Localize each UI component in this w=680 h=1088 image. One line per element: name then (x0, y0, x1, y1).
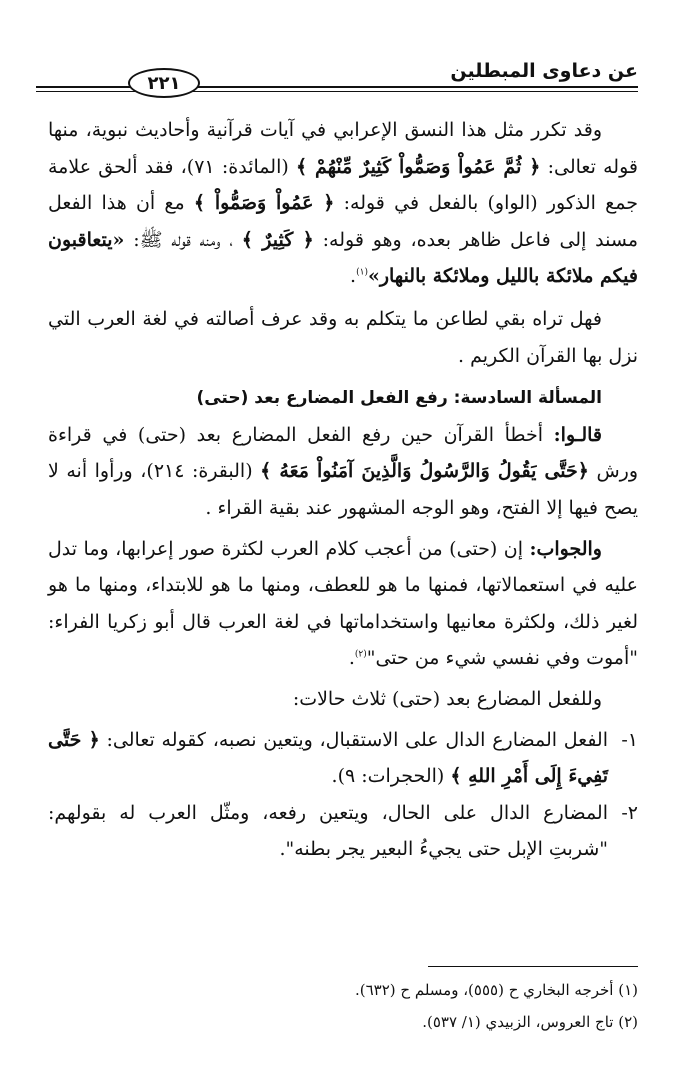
paragraph-2: فهل تراه بقي لطاعن ما يتكلم به وقد عرف أصالته في لغة العرب التي نزل بها القرآن الكريم . (48, 307, 638, 367)
text-run: (المائدة: ٧١)، فقد ألحق علامة جمع الذكور (الواو) بالفعل في قوله: (48, 155, 639, 215)
header-rule (36, 86, 638, 88)
quote: "شربتِ الإبل حتى يجيءُ البعير يجر بطنه" (285, 838, 608, 861)
running-header-title: عن دعاوى المبطلين (450, 60, 638, 82)
lead-label: والجواب: (529, 537, 602, 560)
list-number: ١- (621, 728, 638, 751)
text-run: (البقرة: ٢١٤)، ورأوا أنه لا يصح فيها إلا الفتح، وهو الوجه المشهور عند بقية القراء . (48, 460, 638, 519)
text-run: وقد تكرر مثل هذا النسق الإعرابي في آيات قرآنية وأحاديث نبوية، منها قوله تعالى: (48, 119, 638, 178)
text-run: . (350, 265, 357, 288)
text-run: إن (حتى) من أعجب كلام العرب لكثرة صور إعرابها، وما تدل عليه في استعمالاتها، فمنها ما هو للعطف، ومنها ما هو للابتداء، ومنها ما هو لغير ذلك، ولكثرة معانيها واستخداماتها في لغة العرب قال أبو زكريا الفراء: (48, 537, 638, 633)
text-run: . (279, 838, 286, 861)
quran-verse: ﴿ عَمُواْ وَصَمُّواْ ﴾ (193, 192, 335, 215)
list-number: ٢- (621, 801, 638, 824)
section-heading: المسألة السادسة: رفع الفعل المضارع بعد (حتى) (196, 388, 602, 409)
footnote-separator (428, 966, 638, 967)
list-item (48, 722, 638, 795)
footnote-ref[interactable]: (١) (356, 268, 368, 279)
quote: "أموت وفي نفسي شيء من حتى" (366, 647, 638, 670)
quran-verse: ﴿ كَثِيرٌ ﴾ (241, 228, 314, 251)
text-run: الفعل المضارع الدال على الاستقبال، ويتعين نصبه، كقوله تعالى: (99, 728, 608, 751)
header-rule-thin (36, 91, 638, 92)
text-run: المضارع الدال على الحال، ويتعين رفعه، ومثّل العرب له بقولهم: (48, 801, 608, 824)
text-run: (الحجرات: ٩). (331, 765, 451, 788)
list-item-text (48, 722, 608, 795)
list-item (48, 795, 638, 868)
paragraph-4 (48, 531, 638, 677)
paragraph-3 (48, 417, 638, 527)
footnotes (48, 974, 638, 1038)
text-run: ، ومنه قوله ﷺ: (124, 228, 242, 251)
paragraph-5: وللفعل المضارع بعد (حتى) ثلاث حالات: (292, 687, 602, 710)
text-run: أخطأ القرآن حين رفع الفعل المضارع بعد (حتى) في قراءة ورش (48, 423, 638, 483)
list-item-text (48, 795, 608, 868)
body-text (48, 112, 638, 868)
footnote-1: (١) أخرجه البخاري ح (٥٥٥)، ومسلم ح (٦٣٢). (354, 981, 638, 999)
quran-verse: ﴿ ثُمَّ عَمُواْ وَصَمُّواْ كَثِيرٌ مِّنْهُمْ ﴾ (296, 155, 541, 178)
quran-verse: ﴿حَتَّى يَقُولُ وَالرَّسُولُ وَالَّذِينَ آمَنُواْ مَعَهُ ﴾ (260, 460, 589, 483)
hadith-quote: «يتعاقبون فيكم ملائكة بالليل وملائكة بالنهار» (48, 228, 638, 288)
page-number-badge: ٢٢١ (128, 68, 200, 98)
text-run: . (348, 647, 355, 670)
quran-verse: ﴿ حَتَّى تَفِيءَ إِلَى أَمْرِ اللهِ ﴾ (48, 728, 608, 788)
paragraph-1 (48, 112, 638, 295)
footnote-2: (٢) تاج العروس، الزبيدي (١/ ٥٣٧). (422, 1013, 638, 1031)
footnote-ref[interactable]: (٢) (354, 649, 367, 660)
text-run: مع أن هذا الفعل مسند إلى فاعل ظاهر بعده، وهو قوله: (48, 192, 639, 251)
lead-label: قالـوا: (553, 423, 602, 446)
